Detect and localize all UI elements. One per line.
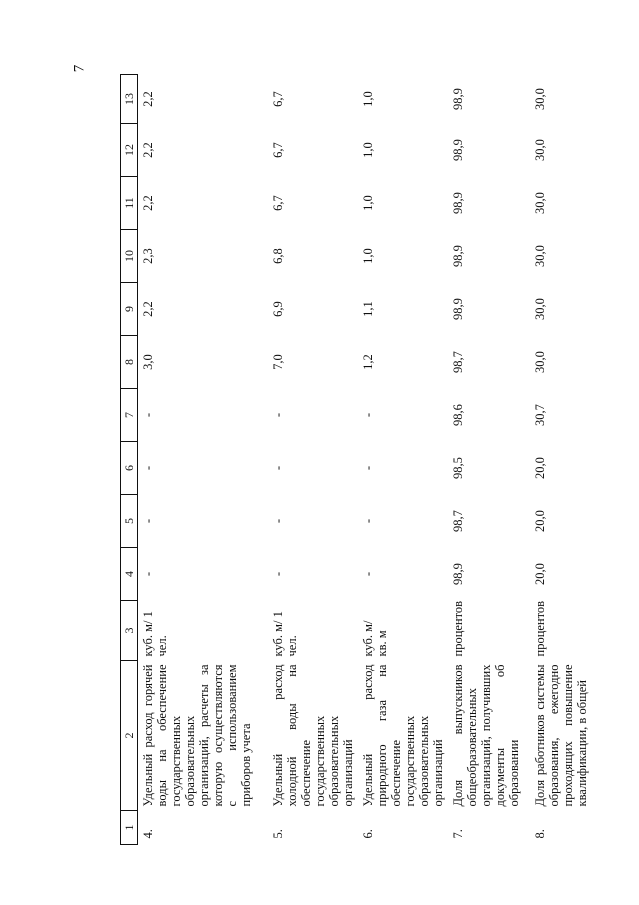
value-cell: 98,5 [451, 457, 465, 479]
value-cell: - [361, 518, 375, 524]
value-cell: 1,0 [361, 248, 375, 264]
value-cell: 1,0 [361, 195, 375, 211]
value-cell: 20,0 [533, 510, 547, 532]
column-header: 5 [121, 495, 138, 548]
row-number: 8. [533, 829, 547, 839]
column-header: 4 [121, 548, 138, 601]
value-cell: 6,7 [271, 91, 285, 107]
value-cell: 2,3 [141, 248, 155, 264]
value-cell: 2,2 [141, 91, 155, 107]
value-cell: 30,0 [533, 88, 547, 110]
value-cell: 3,0 [141, 354, 155, 370]
column-header: 1 [121, 811, 138, 845]
value-cell: 98,6 [451, 404, 465, 426]
value-cell: 30,0 [533, 298, 547, 320]
value-cell: 30,7 [533, 404, 547, 426]
value-cell: 30,0 [533, 139, 547, 161]
indicator-name: Доля работников системы образования, ежегодно проходящих повышение квалификации, в общей [533, 664, 589, 807]
value-cell: 30,0 [533, 351, 547, 373]
value-cell: 30,0 [533, 192, 547, 214]
value-cell: - [141, 465, 155, 471]
row-number: 5. [271, 829, 285, 839]
value-cell: - [361, 571, 375, 577]
value-cell: - [271, 412, 285, 418]
column-header: 11 [121, 177, 138, 230]
unit-cell: куб. м/ кв. м [361, 620, 389, 657]
value-cell: 98,9 [451, 563, 465, 585]
value-cell: - [271, 465, 285, 471]
value-cell: 98,9 [451, 88, 465, 110]
table-row [138, 75, 269, 845]
unit-cell: куб. м/ 1 чел. [271, 611, 299, 657]
row-number: 4. [141, 829, 155, 839]
value-cell: 6,7 [271, 142, 285, 158]
value-cell: 20,0 [533, 563, 547, 585]
column-header: 2 [121, 661, 138, 811]
value-cell: 6,8 [271, 248, 285, 264]
column-header: 8 [121, 336, 138, 389]
indicator-name: Удельный расход природного газа на обеспечение государственных образовательных организаций [361, 664, 445, 807]
value-cell: 2,2 [141, 301, 155, 317]
value-cell: 1,2 [361, 354, 375, 370]
value-cell: - [141, 412, 155, 418]
indicators-table [120, 74, 616, 845]
column-header: 9 [121, 283, 138, 336]
value-cell: - [361, 465, 375, 471]
value-cell: 2,2 [141, 195, 155, 211]
value-cell: 98,9 [451, 245, 465, 267]
column-header: 13 [121, 75, 138, 124]
column-header: 10 [121, 230, 138, 283]
table-row [448, 75, 530, 845]
table-row [530, 75, 616, 845]
value-cell: 98,9 [451, 192, 465, 214]
value-cell: - [141, 571, 155, 577]
indicator-name: Удельный расход холодной воды на обеспечение государственных образовательных организаций [271, 664, 355, 807]
rotated-table-container [120, 75, 639, 845]
table-row [358, 75, 448, 845]
value-cell: - [361, 412, 375, 418]
column-header: 6 [121, 442, 138, 495]
page-number: 7 [71, 64, 88, 73]
value-cell: 2,2 [141, 142, 155, 158]
indicator-name: Удельный расход горячей воды на обеспечение государственных образовательных организаций, расчеты за которую осуществляются с использованием приборов учета [141, 664, 253, 807]
row-number: 6. [361, 829, 375, 839]
unit-cell: куб. м/ 1 чел. [141, 611, 169, 657]
value-cell: - [271, 571, 285, 577]
unit-cell: процентов [533, 600, 547, 657]
indicator-name: Доля выпускников общеобразовательных организаций, получивших документы об образовании [451, 664, 521, 807]
value-cell: - [271, 518, 285, 524]
row-number: 7. [451, 829, 465, 839]
header-row [121, 75, 138, 845]
value-cell: 98,9 [451, 139, 465, 161]
value-cell: 20,0 [533, 457, 547, 479]
column-header: 7 [121, 389, 138, 442]
value-cell: 98,7 [451, 510, 465, 532]
column-header: 3 [121, 601, 138, 661]
value-cell: - [141, 518, 155, 524]
column-header: 12 [121, 124, 138, 177]
value-cell: 1,0 [361, 91, 375, 107]
unit-cell: процентов [451, 600, 465, 657]
value-cell: 98,7 [451, 351, 465, 373]
value-cell: 7,0 [271, 354, 285, 370]
value-cell: 30,0 [533, 245, 547, 267]
value-cell: 1,1 [361, 301, 375, 317]
value-cell: 6,7 [271, 195, 285, 211]
value-cell: 1,0 [361, 142, 375, 158]
table-row [268, 75, 358, 845]
value-cell: 98,9 [451, 298, 465, 320]
value-cell: 6,9 [271, 301, 285, 317]
